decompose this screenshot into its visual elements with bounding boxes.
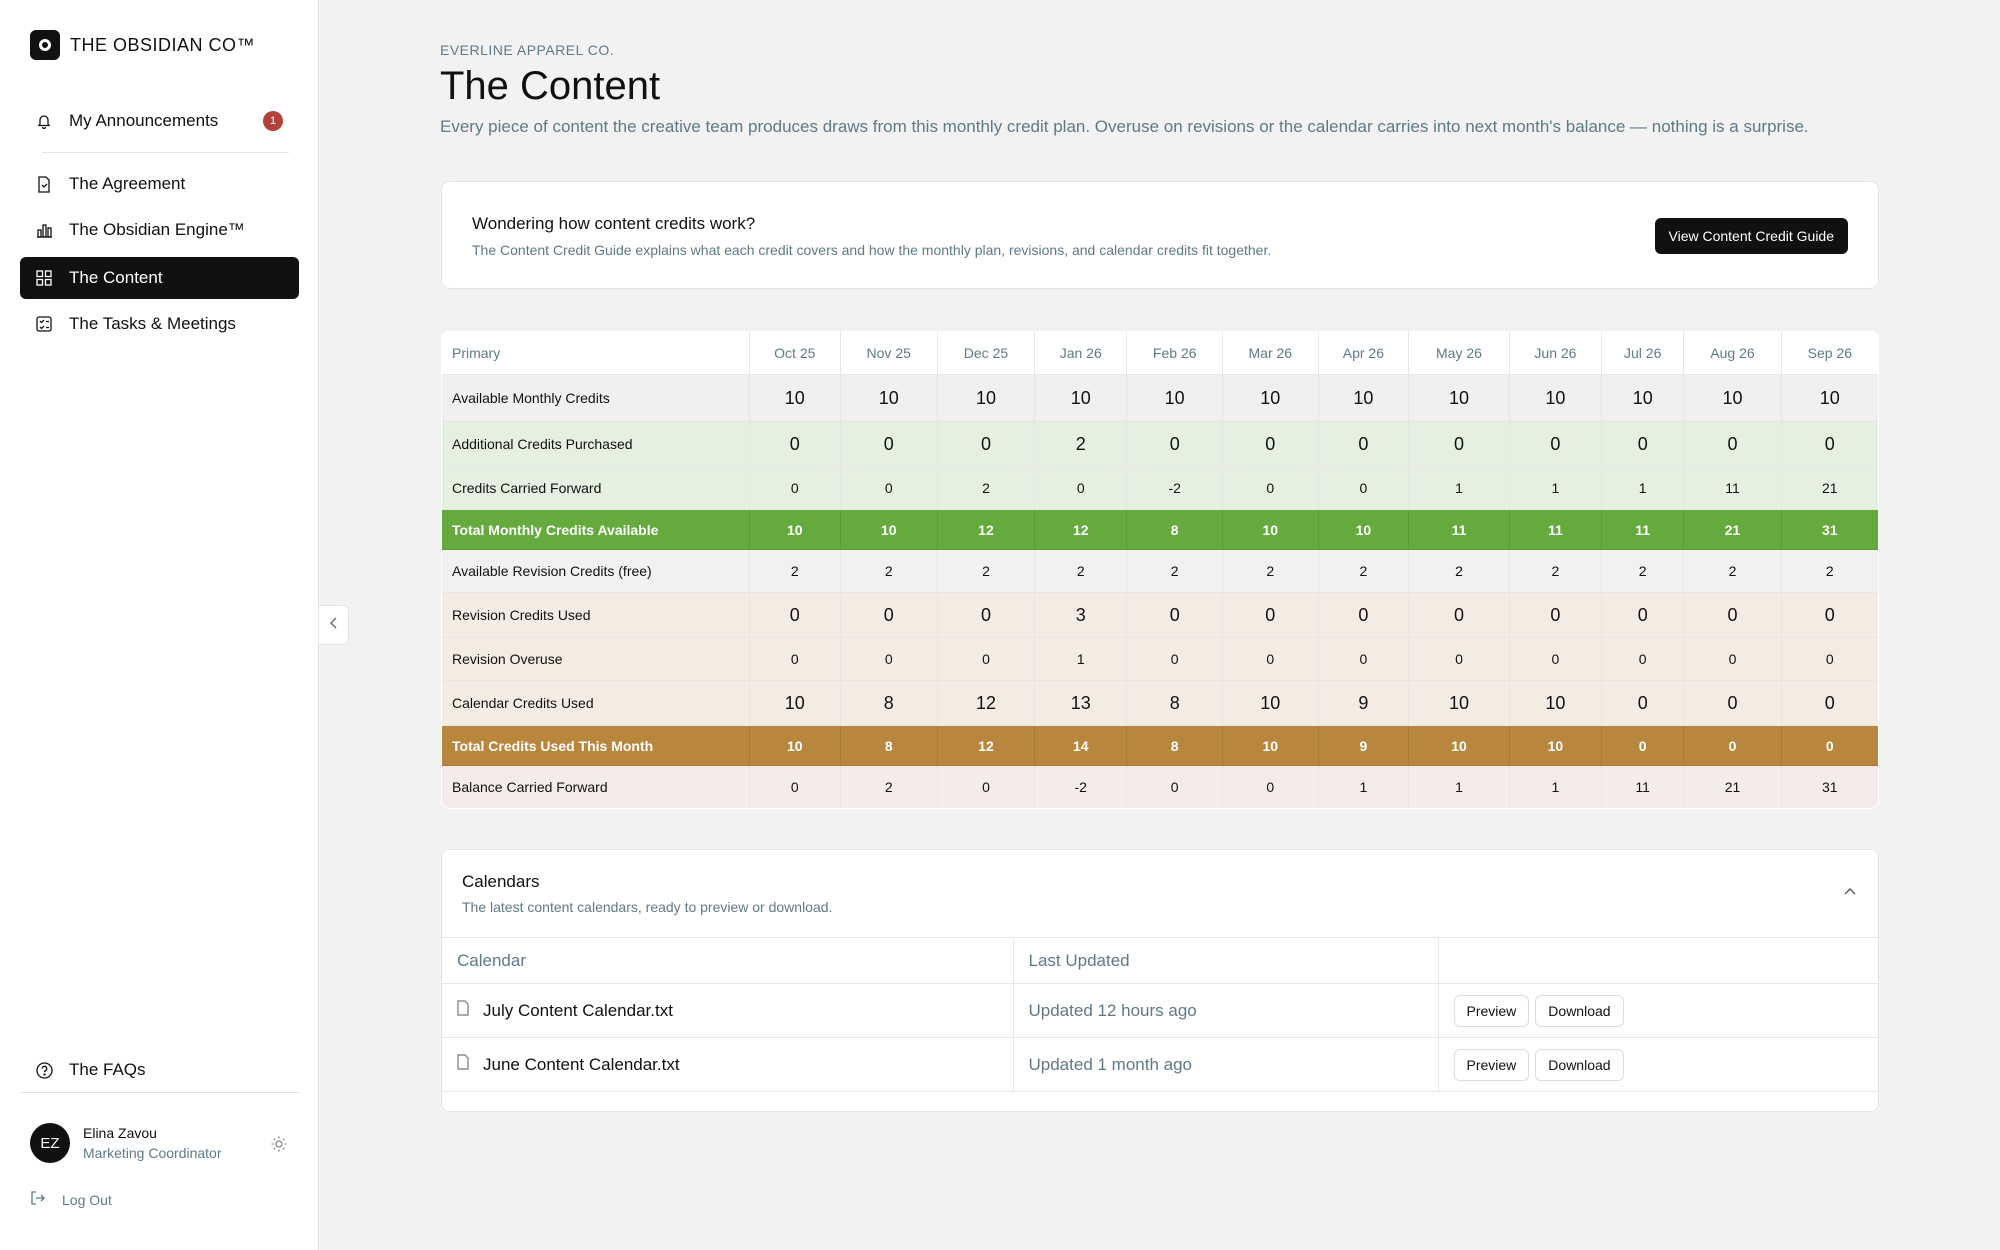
table-cell: 0 (1781, 422, 1878, 467)
table-cell: 1 (1409, 766, 1510, 809)
table-cell: 0 (1684, 593, 1781, 638)
table-cell: 10 (1509, 681, 1601, 726)
table-cell: 8 (1127, 726, 1223, 766)
logo-mark-icon (30, 30, 60, 60)
column-header-last-updated: Last Updated (1013, 938, 1438, 984)
column-header-month: Dec 25 (937, 332, 1034, 375)
sidebar-item-agreement[interactable] (20, 163, 299, 205)
table-cell: 8 (840, 726, 937, 766)
table-cell: 10 (1223, 681, 1319, 726)
notification-badge: 1 (263, 111, 283, 131)
table-row (442, 726, 1879, 766)
calendar-file-name: July Content Calendar.txt (483, 1000, 673, 1020)
table-cell: 31 (1781, 766, 1878, 809)
sun-icon[interactable] (270, 1135, 288, 1153)
table-row (442, 681, 1879, 726)
table-cell: 10 (1223, 510, 1319, 550)
table-cell: 12 (937, 681, 1034, 726)
table-cell: 1 (1318, 766, 1409, 809)
table-cell: 3 (1035, 593, 1127, 638)
table-row (442, 510, 1879, 550)
guide-title: Wondering how content credits work? (472, 214, 756, 233)
table-row (442, 766, 1879, 809)
table-cell: 0 (840, 467, 937, 510)
calendars-table (442, 937, 1878, 1092)
table-cell: 0 (1035, 467, 1127, 510)
table-cell: 2 (840, 766, 937, 809)
sidebar-item-label: The Agreement (69, 174, 186, 193)
table-cell: 0 (1127, 593, 1223, 638)
table-cell: 0 (840, 638, 937, 681)
row-label: Revision Credits Used (442, 593, 750, 638)
table-cell: 0 (1781, 726, 1878, 766)
column-header-month: Nov 25 (840, 332, 937, 375)
table-cell: 0 (1509, 593, 1601, 638)
grid-icon (35, 269, 53, 287)
table-cell: 0 (1318, 467, 1409, 510)
table-cell: 0 (1509, 422, 1601, 467)
table-cell: 0 (1223, 766, 1319, 809)
table-cell: 1 (1409, 467, 1510, 510)
table-row (442, 422, 1879, 467)
table-cell: 0 (937, 422, 1034, 467)
sidebar-item-obsidian-engine[interactable] (20, 209, 299, 251)
row-label: Credits Carried Forward (442, 467, 750, 510)
table-cell: 1 (1035, 638, 1127, 681)
table-cell: 10 (1223, 726, 1319, 766)
table-cell: 2 (937, 550, 1034, 593)
table-cell: 11 (1409, 510, 1510, 550)
column-header-month: Sep 26 (1781, 332, 1878, 375)
sidebar-collapse-button[interactable] (319, 605, 349, 645)
table-cell: 0 (1684, 681, 1781, 726)
table-header-row (442, 332, 1879, 375)
table-cell: 21 (1684, 510, 1781, 550)
table-cell: 1 (1602, 467, 1684, 510)
table-row (442, 550, 1879, 593)
view-credit-guide-button[interactable]: View Content Credit Guide (1655, 218, 1849, 254)
table-cell: 10 (1223, 375, 1319, 422)
document-icon (35, 175, 53, 193)
table-cell: 11 (1602, 510, 1684, 550)
user-name: Elina Zavou (83, 1125, 157, 1141)
row-label: Balance Carried Forward (442, 766, 750, 809)
table-cell: 0 (750, 593, 841, 638)
table-cell: 2 (750, 550, 841, 593)
table-cell: 21 (1781, 467, 1878, 510)
file-icon (457, 1054, 469, 1075)
table-row (442, 467, 1879, 510)
chevron-up-icon[interactable] (1842, 884, 1858, 900)
table-cell: 0 (1223, 422, 1319, 467)
table-cell: 0 (1127, 638, 1223, 681)
calendar-file-name: June Content Calendar.txt (483, 1054, 680, 1074)
brand-name: THE OBSIDIAN CO™ (70, 34, 256, 55)
table-cell: 0 (1409, 422, 1510, 467)
table-cell: 0 (750, 422, 841, 467)
table-cell: 0 (937, 638, 1034, 681)
column-header-month: Aug 26 (1684, 332, 1781, 375)
table-cell: 0 (1602, 422, 1684, 467)
column-header-calendar: Calendar (442, 938, 1013, 984)
table-cell: 0 (1602, 681, 1684, 726)
table-cell: 10 (750, 375, 841, 422)
help-circle-icon (35, 1061, 53, 1079)
file-icon (457, 1000, 469, 1021)
table-cell: 21 (1684, 766, 1781, 809)
column-header-month: May 26 (1409, 332, 1510, 375)
table-cell: 10 (1509, 726, 1601, 766)
table-cell: 0 (840, 422, 937, 467)
row-label: Calendar Credits Used (442, 681, 750, 726)
table-cell: 10 (1409, 375, 1510, 422)
table-cell: 10 (1035, 375, 1127, 422)
table-cell: 10 (1602, 375, 1684, 422)
row-label: Revision Overuse (442, 638, 750, 681)
credit-guide-card (441, 181, 1879, 289)
table-cell: 0 (1127, 422, 1223, 467)
table-cell: 10 (1318, 375, 1409, 422)
preview-button[interactable]: Preview (1454, 995, 1530, 1027)
table-cell: 2 (1509, 550, 1601, 593)
table-row (442, 593, 1879, 638)
table-cell: 2 (1223, 550, 1319, 593)
preview-button[interactable]: Preview (1454, 1049, 1530, 1081)
table-cell: 0 (1409, 638, 1510, 681)
table-cell: 10 (750, 726, 841, 766)
table-cell: 1 (1509, 467, 1601, 510)
table-cell: 8 (840, 681, 937, 726)
sidebar (0, 0, 319, 1250)
table-cell: 10 (840, 375, 937, 422)
logout-label: Log Out (62, 1191, 112, 1208)
chevron-left-icon (329, 616, 339, 634)
sidebar-item-label: The Obsidian Engine™ (69, 220, 245, 239)
user-profile[interactable] (30, 1123, 222, 1163)
page-title: The Content (440, 64, 661, 108)
table-cell: -2 (1035, 766, 1127, 809)
table-row (442, 1038, 1878, 1092)
table-cell: 0 (750, 467, 841, 510)
sidebar-item-faqs[interactable] (20, 1049, 299, 1091)
table-cell: 9 (1318, 726, 1409, 766)
guide-description: The Content Credit Guide explains what each credit covers and how the monthly plan, revisions, and calendar credits fit together. (472, 242, 1272, 258)
table-cell: 10 (1127, 375, 1223, 422)
table-cell: 0 (1781, 638, 1878, 681)
nav-divider (20, 1092, 299, 1093)
table-cell: 0 (1223, 638, 1319, 681)
column-header-month: Jan 26 (1035, 332, 1127, 375)
table-cell: 10 (937, 375, 1034, 422)
column-header-primary: Primary (442, 332, 750, 375)
table-cell: 14 (1035, 726, 1127, 766)
table-cell: 0 (937, 593, 1034, 638)
table-cell: 2 (1409, 550, 1510, 593)
table-row (442, 984, 1878, 1038)
table-cell: 0 (1602, 638, 1684, 681)
table-cell: 0 (1127, 766, 1223, 809)
table-cell: 11 (1509, 510, 1601, 550)
table-cell: 31 (1781, 510, 1878, 550)
table-cell: 10 (1684, 375, 1781, 422)
table-row (442, 375, 1879, 422)
sidebar-item-announcements[interactable] (20, 100, 299, 142)
column-header-month: Jul 26 (1602, 332, 1684, 375)
checklist-icon (35, 315, 53, 333)
column-header-month: Apr 26 (1318, 332, 1409, 375)
table-cell: 10 (1509, 375, 1601, 422)
download-button[interactable]: Download (1535, 995, 1623, 1027)
download-button[interactable]: Download (1535, 1049, 1623, 1081)
table-cell: 10 (1318, 510, 1409, 550)
client-name: EVERLINE APPAREL CO. (440, 42, 615, 58)
page-description: Every piece of content the creative team produces draws from this monthly credit plan. Overuse on revisions or the calendar carries into next month's balance — nothing is a surprise. (440, 117, 1809, 136)
table-cell: 0 (750, 638, 841, 681)
table-cell: 2 (1318, 550, 1409, 593)
column-header-month: Oct 25 (750, 332, 841, 375)
table-cell: 0 (1318, 593, 1409, 638)
table-cell: 0 (750, 766, 841, 809)
table-cell: 2 (1127, 550, 1223, 593)
row-label: Total Credits Used This Month (442, 726, 750, 766)
table-cell: 2 (1684, 550, 1781, 593)
sidebar-item-label: My Announcements (69, 111, 219, 130)
calendars-description: The latest content calendars, ready to preview or download. (462, 899, 833, 915)
user-role: Marketing Coordinator (83, 1145, 222, 1161)
table-cell: 12 (937, 726, 1034, 766)
bar-chart-icon (35, 221, 53, 239)
table-cell: 0 (1318, 422, 1409, 467)
table-cell: 8 (1127, 510, 1223, 550)
table-cell: 0 (1223, 593, 1319, 638)
table-cell: 2 (1781, 550, 1878, 593)
nav-divider (42, 152, 289, 153)
table-cell: 0 (1781, 681, 1878, 726)
table-cell: 10 (1409, 726, 1510, 766)
table-cell: 2 (937, 467, 1034, 510)
table-cell: 10 (1409, 681, 1510, 726)
row-label: Additional Credits Purchased (442, 422, 750, 467)
table-cell: 13 (1035, 681, 1127, 726)
last-updated: Updated 12 hours ago (1013, 984, 1438, 1038)
table-cell: 0 (1684, 422, 1781, 467)
table-cell: 10 (1781, 375, 1878, 422)
table-cell: 0 (1223, 467, 1319, 510)
table-cell: 0 (1602, 593, 1684, 638)
sidebar-item-tasks-meetings[interactable] (20, 303, 299, 345)
logout-icon (30, 1190, 46, 1209)
sidebar-item-label: The FAQs (69, 1060, 146, 1079)
table-cell: 0 (937, 766, 1034, 809)
last-updated: Updated 1 month ago (1013, 1038, 1438, 1092)
table-row (442, 638, 1879, 681)
table-cell: 0 (1684, 726, 1781, 766)
column-header-month: Jun 26 (1509, 332, 1601, 375)
table-cell: 2 (840, 550, 937, 593)
table-cell: 2 (1602, 550, 1684, 593)
avatar: EZ (30, 1123, 70, 1163)
calendars-card (441, 849, 1879, 1112)
column-header-month: Feb 26 (1127, 332, 1223, 375)
credits-table (441, 331, 1879, 809)
sidebar-item-label: The Tasks & Meetings (69, 314, 236, 333)
table-cell: 11 (1602, 766, 1684, 809)
table-cell: 2 (1035, 422, 1127, 467)
row-label: Available Revision Credits (free) (442, 550, 750, 593)
row-label: Total Monthly Credits Available (442, 510, 750, 550)
table-cell: 12 (937, 510, 1034, 550)
table-cell: 9 (1318, 681, 1409, 726)
table-header-row (442, 938, 1878, 984)
table-cell: 12 (1035, 510, 1127, 550)
table-cell: 1 (1509, 766, 1601, 809)
table-cell: 8 (1127, 681, 1223, 726)
row-label: Available Monthly Credits (442, 375, 750, 422)
brand-logo[interactable] (30, 30, 255, 60)
calendars-title: Calendars (462, 872, 540, 891)
table-cell: 10 (750, 681, 841, 726)
table-cell: 0 (1318, 638, 1409, 681)
bell-icon (35, 112, 53, 130)
table-cell: 0 (840, 593, 937, 638)
table-cell: 0 (1781, 593, 1878, 638)
table-cell: 10 (750, 510, 841, 550)
table-cell: 0 (1509, 638, 1601, 681)
sidebar-item-label: The Content (69, 268, 163, 287)
table-cell: 0 (1602, 726, 1684, 766)
column-header-actions (1438, 938, 1878, 984)
column-header-month: Mar 26 (1223, 332, 1319, 375)
table-cell: 0 (1684, 638, 1781, 681)
sidebar-item-content[interactable] (20, 257, 299, 299)
table-cell: -2 (1127, 467, 1223, 510)
table-cell: 2 (1035, 550, 1127, 593)
table-cell: 0 (1409, 593, 1510, 638)
table-cell: 11 (1684, 467, 1781, 510)
table-cell: 10 (840, 510, 937, 550)
logout-button[interactable] (30, 1190, 112, 1209)
